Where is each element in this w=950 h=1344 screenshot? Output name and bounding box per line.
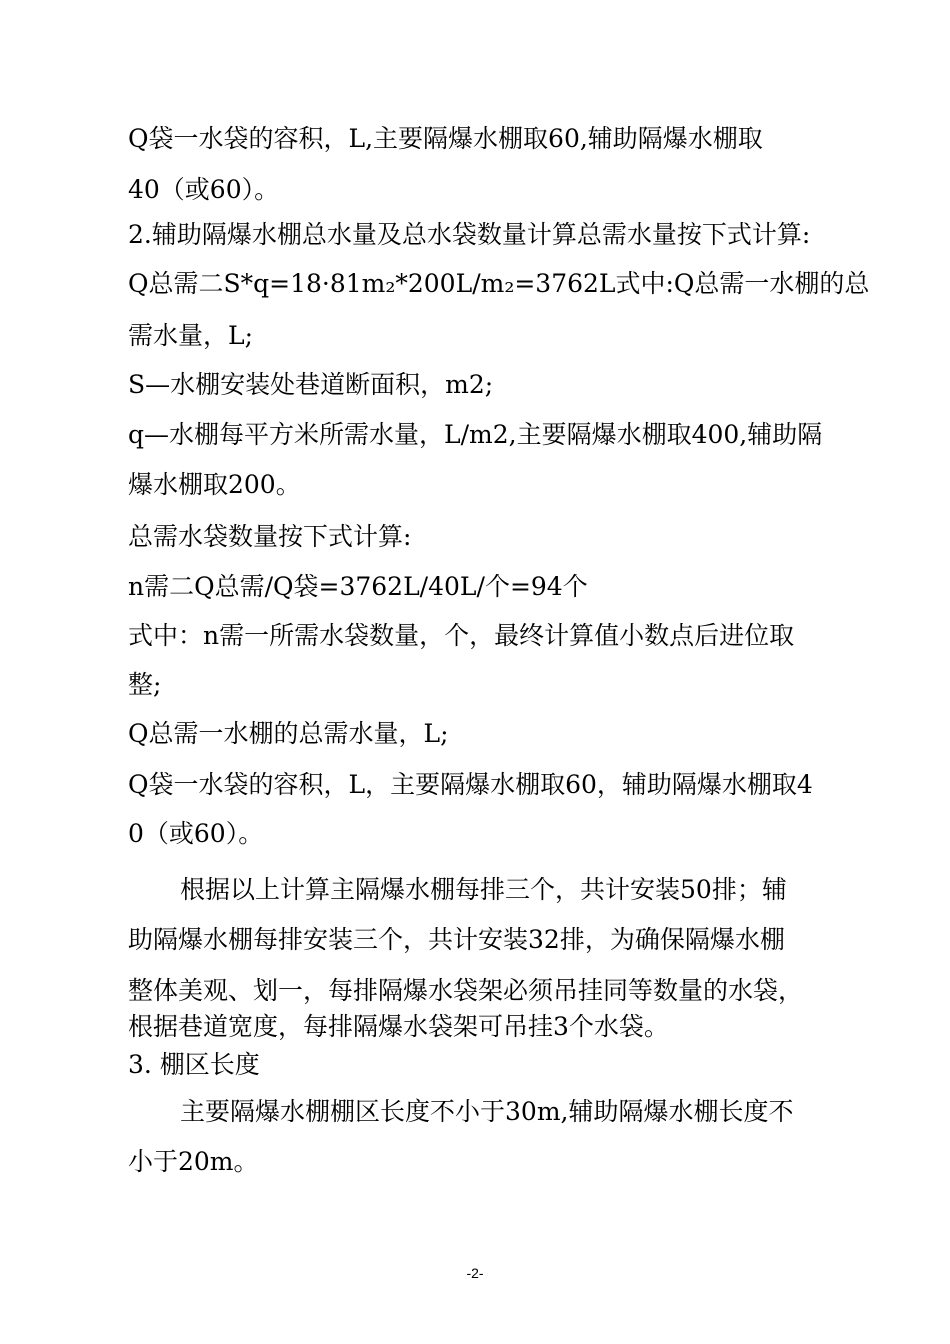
text-line: 式中：n需一所需水袋数量，个，最终计算值小数点后进位取 <box>128 621 795 650</box>
text-line: Q袋一水袋的容积，L，主要隔爆水棚取60，辅助隔爆水棚取4 <box>128 770 813 799</box>
paragraph-line: 助隔爆水棚每排安装三个，共计安装32排，为确保隔爆水棚 <box>128 925 785 954</box>
text-line: 40（或60）。 <box>128 175 280 204</box>
text-line: 爆水棚取200。 <box>128 470 301 499</box>
paragraph-line: 小于20m。 <box>128 1147 259 1176</box>
text-line: n需二Q总需/Q袋=3762L/40L/个=94个 <box>128 572 588 601</box>
text-line: q—水棚每平方米所需水量，L/m2,主要隔爆水棚取400,辅助隔 <box>128 420 823 449</box>
text-line: 需水量，L; <box>128 321 254 350</box>
paragraph-line: 根据巷道宽度，每排隔爆水袋架可吊挂3个水袋。 <box>128 1012 669 1041</box>
paragraph-line: 主要隔爆水棚棚区长度不小于30m,辅助隔爆水棚长度不 <box>180 1097 794 1126</box>
text-line: Q总需二S*q=18·81m₂*200L/m₂=3762L式中:Q总需一水棚的总 <box>128 269 870 298</box>
text-line: 总需水袋数量按下式计算: <box>128 522 412 551</box>
text-line: 2.辅助隔爆水棚总水量及总水袋数量计算总需水量按下式计算: <box>128 220 811 249</box>
page-number: -2- <box>466 1265 484 1281</box>
text-line: S—水棚安装处巷道断面积，m2; <box>128 370 494 399</box>
text-line: Q总需一水棚的总需水量，L; <box>128 719 449 748</box>
text-line: 整; <box>128 670 162 699</box>
paragraph-line: 根据以上计算主隔爆水棚每排三个，共计安装50排；辅 <box>180 875 787 904</box>
text-line: 0（或60）。 <box>128 819 264 848</box>
text-line: Q袋一水袋的容积，L,主要隔爆水棚取60,辅助隔爆水棚取 <box>128 124 763 153</box>
section-heading: 3. 棚区长度 <box>128 1050 260 1079</box>
paragraph-line: 整体美观、划一，每排隔爆水袋架必须吊挂同等数量的水袋， <box>128 976 804 1005</box>
